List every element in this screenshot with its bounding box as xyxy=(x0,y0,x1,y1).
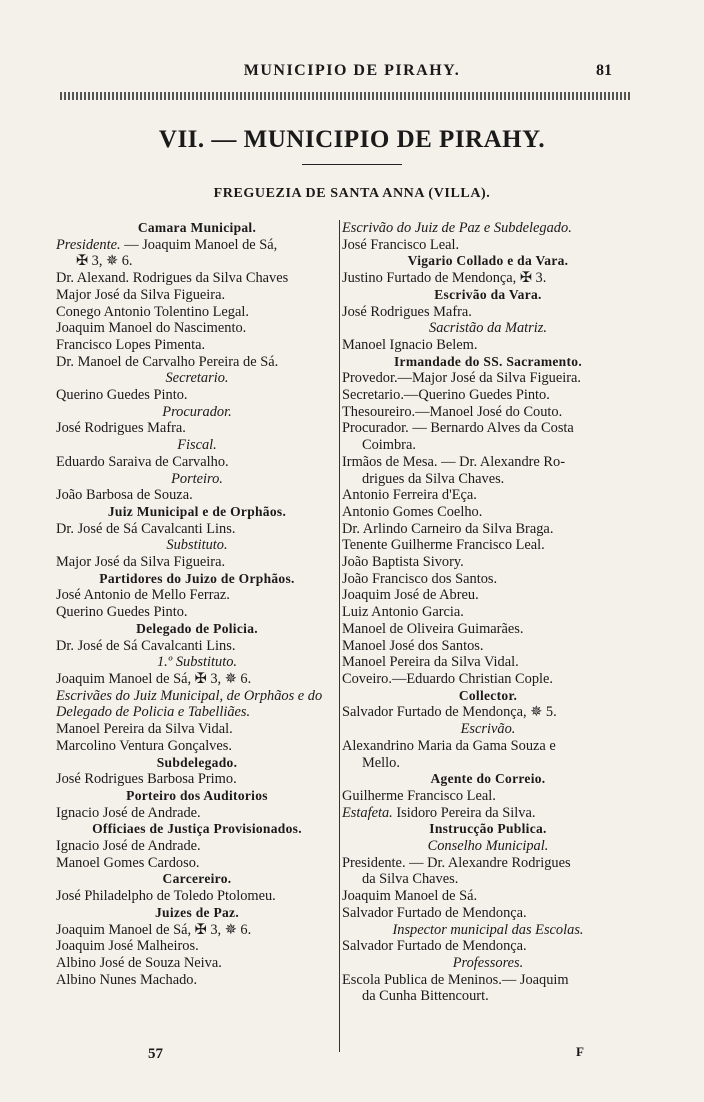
left-entry: Dr. José de Sá Cavalcanti Lins. xyxy=(56,520,236,537)
left-entry: Dr. Alexand. Rodrigues da Silva Chaves xyxy=(56,270,289,287)
entry-role-label: Estafeta. xyxy=(342,804,393,821)
right-section-heading: Escrivão da Vara. xyxy=(434,286,542,302)
left-entry: José Antonio de Mello Ferraz. xyxy=(56,587,230,604)
left-entry: Joaquim José Malheiros. xyxy=(56,938,199,955)
left-entry: Querino Guedes Pinto. xyxy=(56,604,188,621)
left-entry: Major José da Silva Figueira. xyxy=(56,286,226,303)
right-section-heading: Vigario Collado e da Vara. xyxy=(407,253,569,269)
running-head xyxy=(0,62,704,82)
right-role-heading: Escrivão do Juiz de Paz e Subdelegado. xyxy=(342,220,572,236)
left-entry: Ignacio José de Andrade. xyxy=(56,804,201,821)
right-entry: Provedor.—Major José da Silva Figueira. xyxy=(342,370,582,387)
left-section-heading: Porteiro dos Auditorios xyxy=(126,787,268,803)
right-role-heading: Escrivão. xyxy=(460,721,516,738)
left-role-heading: 1.º Substituto. xyxy=(156,654,238,671)
left-role-heading: Secretario. xyxy=(165,370,229,387)
right-entry: Alexandrino Maria da Gama Souza e xyxy=(342,737,556,754)
running-title: MUNICIPIO DE PIRAHY. xyxy=(243,62,461,79)
left-entry: Dr. Manoel de Carvalho Pereira de Sá. xyxy=(56,353,279,370)
left-entry: Eduardo Saraiva de Carvalho. xyxy=(56,453,229,470)
right-section-heading: Collector. xyxy=(458,687,518,703)
left-entry: Conego Antonio Tolentino Legal. xyxy=(56,303,249,320)
right-entry: Salvador Furtado de Mendonça. xyxy=(342,904,527,921)
right-entry: Salvador Furtado de Mendonça, ✵ 5. xyxy=(342,704,557,721)
right-entry: Dr. Arlindo Carneiro da Silva Braga. xyxy=(342,520,554,537)
left-entry-continuation: ✠ 3, ✵ 6. xyxy=(76,253,133,270)
left-entry: Francisco Lopes Pimenta. xyxy=(56,336,206,353)
right-entry: Guilherme Francisco Leal. xyxy=(342,787,496,804)
right-entry: Tenente Guilherme Francisco Leal. xyxy=(342,537,545,554)
right-entry: Secretario.—Querino Guedes Pinto. xyxy=(342,387,550,404)
left-entry xyxy=(56,237,338,254)
ornamental-rule xyxy=(60,92,630,100)
page-number: 81 xyxy=(596,62,612,79)
right-entry-continuation: Mello. xyxy=(362,754,400,771)
left-entry: José Rodrigues Barbosa Primo. xyxy=(56,771,237,788)
right-entry: Antonio Ferreira d'Eça. xyxy=(342,487,477,504)
chapter-title: VII. — MUNICIPIO DE PIRAHY. xyxy=(158,126,546,153)
chapter-rule xyxy=(302,164,402,165)
right-entry-continuation: da Cunha Bittencourt. xyxy=(362,988,489,1005)
right-entry: Luiz Antonio Garcia. xyxy=(342,604,464,621)
left-role-heading: Porteiro. xyxy=(171,470,223,487)
left-entry: Querino Guedes Pinto. xyxy=(56,387,188,404)
right-section-heading: Instrucção Publica. xyxy=(429,821,547,837)
left-section-heading: Partidores do Juizo de Orphãos. xyxy=(99,570,295,586)
right-entry: Manoel de Oliveira Guimarães. xyxy=(342,620,524,637)
left-section-heading: Juizes de Paz. xyxy=(154,904,240,920)
entry-text: Isidoro Pereira da Silva. xyxy=(392,804,536,821)
right-role-heading: Conselho Municipal. xyxy=(427,838,549,855)
right-role-heading: Inspector municipal das Escolas. xyxy=(392,921,584,938)
right-section-heading: Agente do Correio. xyxy=(430,771,546,787)
right-entry: Manoel José dos Santos. xyxy=(342,637,484,654)
left-entry: Dr. José de Sá Cavalcanti Lins. xyxy=(56,637,236,654)
right-entry-continuation: Coimbra. xyxy=(362,437,416,454)
right-entry: Coveiro.—Eduardo Christian Cople. xyxy=(342,670,554,687)
left-role-heading: Substituto. xyxy=(166,537,228,554)
right-entry: Manoel Pereira da Silva Vidal. xyxy=(342,654,519,671)
left-entry: Manoel Pereira da Silva Vidal. xyxy=(56,721,233,738)
left-entry: João Barbosa de Souza. xyxy=(56,487,193,504)
left-entry: Albino José de Souza Neiva. xyxy=(56,954,222,971)
right-entry: Salvador Furtado de Mendonça. xyxy=(342,938,527,955)
right-entry: Antonio Gomes Coelho. xyxy=(342,503,483,520)
left-role-heading: Escrivães do Juiz Municipal, de Orphãos e do Delegado de Policia e Tabelliães. xyxy=(56,687,323,721)
left-entry: Marcolino Ventura Gonçalves. xyxy=(56,737,232,754)
right-entry: Procurador. — Bernardo Alves da Costa xyxy=(342,420,574,437)
left-entry: Manoel Gomes Cardoso. xyxy=(56,854,200,871)
right-entry xyxy=(342,805,634,822)
right-role-heading: Professores. xyxy=(452,954,524,971)
left-role-heading: Procurador. xyxy=(162,403,232,420)
footer-page-number: 57 xyxy=(148,1046,163,1062)
right-entry: Escola Publica de Meninos.— Joaquim xyxy=(342,971,569,988)
left-entry: Joaquim Manoel de Sá, ✠ 3, ✵ 6. xyxy=(56,921,252,938)
left-section-heading: Carcereiro. xyxy=(162,871,232,887)
right-entry: Justino Furtado de Mendonça, ✠ 3. xyxy=(342,270,547,287)
signature-mark: F xyxy=(576,1044,584,1059)
right-role-heading: Sacristão da Matriz. xyxy=(429,320,547,337)
left-entry: Major José da Silva Figueira. xyxy=(56,554,226,571)
right-entry: Joaquim José de Abreu. xyxy=(342,587,479,604)
left-entry: José Philadelpho de Toledo Ptolomeu. xyxy=(56,888,276,905)
left-entry: José Rodrigues Mafra. xyxy=(56,420,186,437)
right-entry: João Baptista Sivory. xyxy=(342,554,464,571)
section-subtitle: FREGUEZIA DE SANTA ANNA (VILLA). xyxy=(213,186,491,201)
right-entry: Irmãos de Mesa. — Dr. Alexandre Ro- xyxy=(342,453,565,470)
right-entry: Joaquim Manoel de Sá. xyxy=(342,888,478,905)
column-divider xyxy=(339,220,340,1052)
left-section-heading: Delegado de Policia. xyxy=(136,620,258,636)
left-entry: Joaquim Manoel de Sá, ✠ 3, ✵ 6. xyxy=(56,670,252,687)
left-section-heading: Officiaes de Justiça Provisionados. xyxy=(92,821,302,837)
left-section-heading: Juiz Municipal e de Orphãos. xyxy=(107,503,287,519)
right-column xyxy=(342,220,634,1005)
entry-text: — Joaquim Manoel de Sá, xyxy=(120,236,278,253)
left-entry: Ignacio José de Andrade. xyxy=(56,838,201,855)
right-entry: Presidente. — Dr. Alexandre Rodrigues xyxy=(342,854,571,871)
right-entry: João Francisco dos Santos. xyxy=(342,570,498,587)
right-entry: Manoel Ignacio Belem. xyxy=(342,336,478,353)
right-entry: José Francisco Leal. xyxy=(342,236,460,253)
right-entry-continuation: drigues da Silva Chaves. xyxy=(362,470,505,487)
left-entry: Albino Nunes Machado. xyxy=(56,971,198,988)
right-entry: Thesoureiro.—Manoel José do Couto. xyxy=(342,403,563,420)
left-entry: Joaquim Manoel do Nascimento. xyxy=(56,320,247,337)
left-role-heading: Fiscal. xyxy=(177,437,217,454)
entry-role-label: Presidente. xyxy=(56,236,121,253)
left-section-heading: Subdelegado. xyxy=(156,754,238,770)
left-column xyxy=(56,220,338,988)
right-section-heading: Irmandade do SS. Sacramento. xyxy=(393,353,583,369)
left-section-heading: Camara Municipal. xyxy=(137,220,257,235)
right-entry-continuation: da Silva Chaves. xyxy=(362,871,459,888)
right-entry: José Rodrigues Mafra. xyxy=(342,303,472,320)
